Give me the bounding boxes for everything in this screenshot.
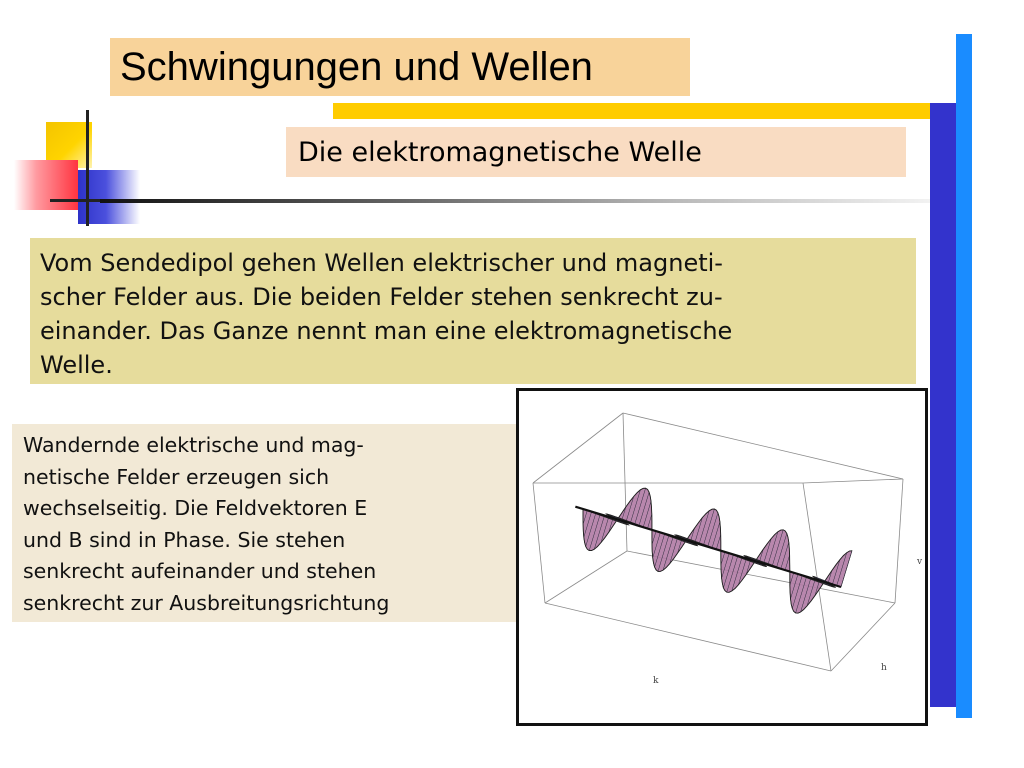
box-edge bbox=[803, 479, 903, 483]
slide-subtitle-box bbox=[286, 127, 906, 177]
box-edge bbox=[623, 413, 903, 479]
axis-label-h: h bbox=[881, 663, 887, 673]
slide-title-box bbox=[110, 38, 690, 96]
box-edge bbox=[831, 603, 895, 671]
text-box-explanation bbox=[12, 424, 520, 622]
logo-red-square bbox=[14, 160, 78, 210]
box-edge bbox=[623, 413, 627, 551]
slide-title: Schwingungen und Wellen bbox=[120, 44, 593, 89]
intro-paragraph: Vom Sendedipol gehen Wellen elektrischer und magneti- scher Felder aus. Die beiden Felder stehen senkrecht zu- einander. Das Ganze nennt man eine elektromagnetische Welle. bbox=[40, 249, 733, 379]
axis-label-k: k bbox=[653, 676, 659, 686]
box-edge bbox=[545, 603, 831, 671]
box-edge bbox=[533, 413, 623, 483]
slide-subtitle: Die elektromagnetische Welle bbox=[298, 136, 702, 168]
yellow-accent-stripe bbox=[333, 103, 953, 119]
box-edge bbox=[545, 551, 627, 603]
box-edge bbox=[895, 479, 903, 603]
blue-accent-bar-light bbox=[956, 34, 972, 718]
text-box-intro bbox=[30, 238, 916, 384]
explanation-paragraph: Wandernde elektrische und mag- netische Felder erzeugen sich wechselseitig. Die Feldvektoren E und B sind in Phase. Sie stehen senkrecht aufeinander und stehen senkrecht zur Ausbreitungsrichtung bbox=[23, 433, 390, 615]
em-wave-plot bbox=[519, 391, 925, 723]
blue-accent-bar-dark bbox=[930, 103, 956, 707]
logo-vertical-line bbox=[86, 110, 89, 226]
divider-line bbox=[100, 199, 930, 203]
box-edge bbox=[533, 483, 545, 603]
em-wave-figure bbox=[516, 388, 928, 726]
axis-label-v: v bbox=[917, 557, 923, 567]
